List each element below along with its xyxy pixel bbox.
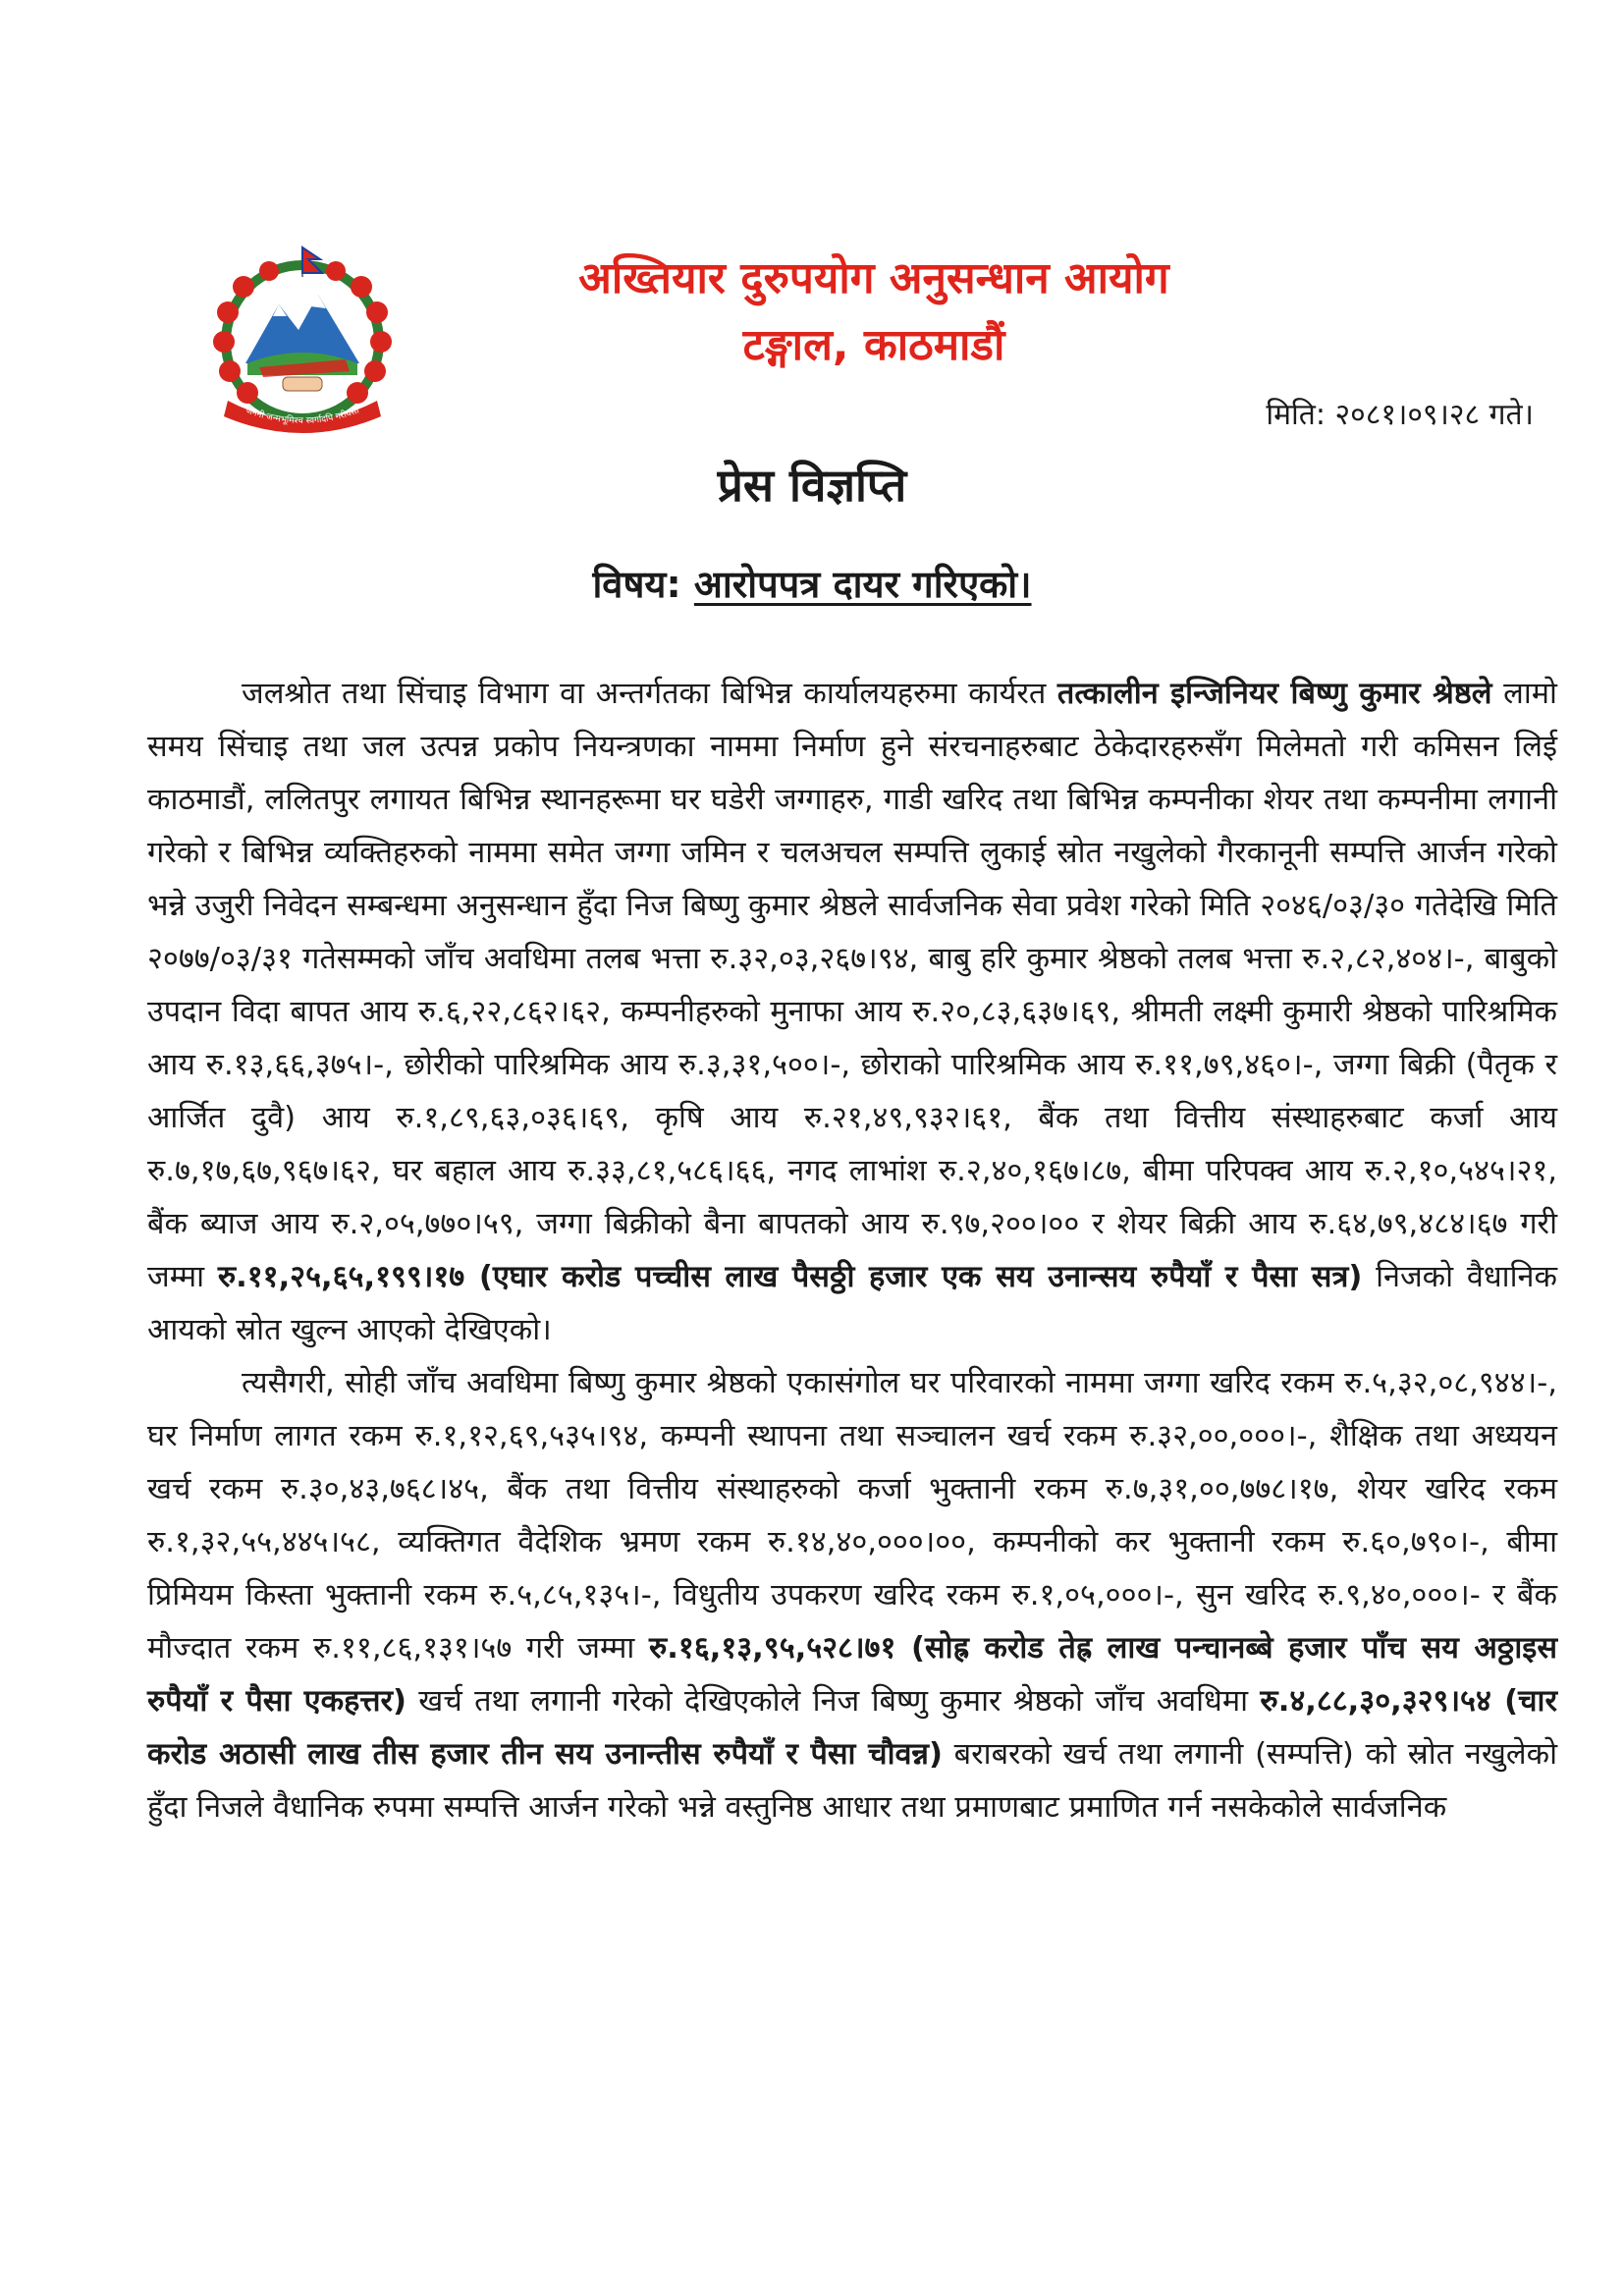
accused-name: तत्कालीन इन्जिनियर बिष्णु कुमार श्रेष्ठले <box>1056 677 1492 711</box>
emblem-motto: जननी जन्मभूमिश्च स्वर्गादपि गरीयसी <box>244 406 361 427</box>
total-legal-income: रु.११,२५,६५,१९९।१७ (एघार करोड पच्चीस लाख पैसठ्ठी हजार एक सय उनान्सय रुपैयाँ र पैसा सत्र) <box>217 1260 1363 1294</box>
subject-text: आरोपपत्र दायर गरिएको। <box>693 563 1032 606</box>
release-date: मिति: २०८१।०९।२८ गते। <box>1266 398 1534 432</box>
body-paragraph-2: त्यसैगरी, सोही जाँच अवधिमा बिष्णु कुमार श्रेष्ठको एकासंगोल घर परिवारको नाममा जग्गा खरिद रकम रु.५,३२,०८,९४४।-, घर निर्माण लागत रकम रु.१,१२,६९,५३५।९४, कम्पनी स्थापना तथा सञ्चालन खर्च रकम रु.३२,००,०००।-, शैक्षिक तथा अध्ययन खर्च रकम रु.३०,४३,७६८।४५, बैंक तथा वित्तीय संस्थाहरुको कर्जा भुक्तानी रकम रु.७,३१,००,७७८।१७, शेयर खरिद रकम रु.१,३२,५५,४४५।५८, व्यक्तिगत वैदेशिक भ्रमण रकम रु.१४,४०,०००।००, कम्पनीको कर भुक्तानी रकम रु.६०,७९०।-, बीमा प्रिमियम किस्ता भुक्तानी रकम रु.५,८५,१३५।-, विधुतीय उपकरण खरिद रकम रु.१,०५,०००।-, सुन खरिद रु.९,४०,०००।- र बैंक मौज्दात रकम रु.११,८६,१३१।५७ गरी जम्मा रु.१६,१३,९५,५२८।७१ (सोह्र करोड तेह्र लाख पन्चानब्बे हजार पाँच सय अठ्ठाइस रुपैयाँ र पैसा एकहत्तर) खर्च तथा लगानी गरेको देखिएकोले निज बिष्णु कुमार श्रेष्ठको जाँच अवधिमा रु.४,८८,३०,३२९।५४ (चार करोड अठासी लाख तीस हजार तीन सय उनान्तीस रुपैयाँ र पैसा चौवन्न) बराबरको खर्च तथा लगानी (सम्पत्ति) को स्रोत नखुलेको हुँदा निजले वैधानिक रुपमा सम्पत्ति आर्जन गरेको भन्ने वस्तुनिष्ठ आधार तथा प्रमाणबाट प्रमाणित गर्न नसकेकोले सार्वजनिक <box>147 1366 1558 1825</box>
subject-label: विषय: <box>592 563 681 606</box>
unexplained-assets: रु.४,८८,३०,३२९।५४ (चार करोड अठासी लाख तीस हजार तीन सय उनान्तीस रुपैयाँ र पैसा चौवन्न) <box>147 1684 1557 1772</box>
subject-line <box>0 558 1624 609</box>
organization-name: अख्तियार दुरुपयोग अनुसन्धान आयोग <box>578 253 1169 303</box>
body-paragraph-1: जलश्रोत तथा सिंचाइ विभाग वा अन्तर्गतका बिभिन्न कार्यालयहरुमा कार्यरत तत्कालीन इन्जिनियर बिष्णु कुमार श्रेष्ठले लामो समय सिंचाइ तथा जल उत्पन्न प्रकोप नियन्त्रणका नाममा निर्माण हुने संरचनाहरुबाट ठेकेदारहरुसँग मिलेमतो गरी कमिसन लिई काठमाडौं, ललितपुर लगायत बिभिन्न स्थानहरूमा घर घडेरी जग्गाहरु, गाडी खरिद तथा बिभिन्न कम्पनीका शेयर तथा कम्पनीमा लगानी गरेको र बिभिन्न व्यक्तिहरुको नाममा समेत जग्गा जमिन र चलअचल सम्पत्ति लुकाई स्रोत नखुलेको गैरकानूनी सम्पत्ति आर्जन गरेको भन्ने उजुरी निवेदन सम्बन्धमा अनुसन्धान हुँदा निज बिष्णु कुमार श्रेष्ठले सार्वजनिक सेवा प्रवेश गरेको मिति २०४६/०३/३० गतेदेखि मिति २०७७/०३/३१ गतेसम्मको जाँच अवधिमा तलब भत्ता रु.३२,०३,२६७।९४, बाबु हरि कुमार श्रेष्ठको तलब भत्ता रु.२,८२,४०४।-, बाबुको उपदान विदा बापत आय रु.६,२२,८६२।६२, कम्पनीहरुको मुनाफा आय रु.२०,८३,६३७।६९, श्रीमती लक्ष्मी कुमारी श्रेष्ठको पारिश्रमिक आय रु.१३,६६,३७५।-, छोरीको पारिश्रमिक आय रु.३,३१,५००।-, छोराको पारिश्रमिक आय रु.११,७९,४६०।-, जग्गा बिक्री (पैतृक र आर्जित दुवै) आय रु.१,८९,६३,०३६।६९, कृषि आय रु.२१,४९,९३२।६१, बैंक तथा वित्तीय संस्थाहरुबाट कर्जा आय रु.७,१७,६७,९६७।६२, घर बहाल आय रु.३३,८१,५८६।६६, नगद लाभांश रु.२,४०,१६७।८७, बीमा परिपक्व आय रु.२,१०,५४५।२१, बैंक ब्याज आय रु.२,०५,७७०।५९, जग्गा बिक्रीको बैना बापतको आय रु.९७,२००।०० र शेयर बिक्री आय रु.६४,७९,४८४।६७ गरी जम्मा रु.११,२५,६५,१९९।१७ (एघार करोड पच्चीस लाख पैसठ्ठी हजार एक सय उनान्सय रुपैयाँ र पैसा सत्र) निजको वैधानिक आयको स्रोत खुल्न आएको देखिएको। <box>147 677 1557 1347</box>
body-text <box>147 668 1557 1834</box>
nepal-emblem <box>189 244 416 440</box>
press-release-title: प्रेस विज्ञप्ति <box>717 459 907 512</box>
total-expenditure: रु.१६,१३,९५,५२८।७१ (सोह्र करोड तेह्र लाख पन्चानब्बे हजार पाँच सय अठ्ठाइस रुपैयाँ र पैसा एकहत्तर) <box>147 1631 1557 1719</box>
organization-address: टङ्गाल, काठमाडौं <box>742 320 1005 370</box>
